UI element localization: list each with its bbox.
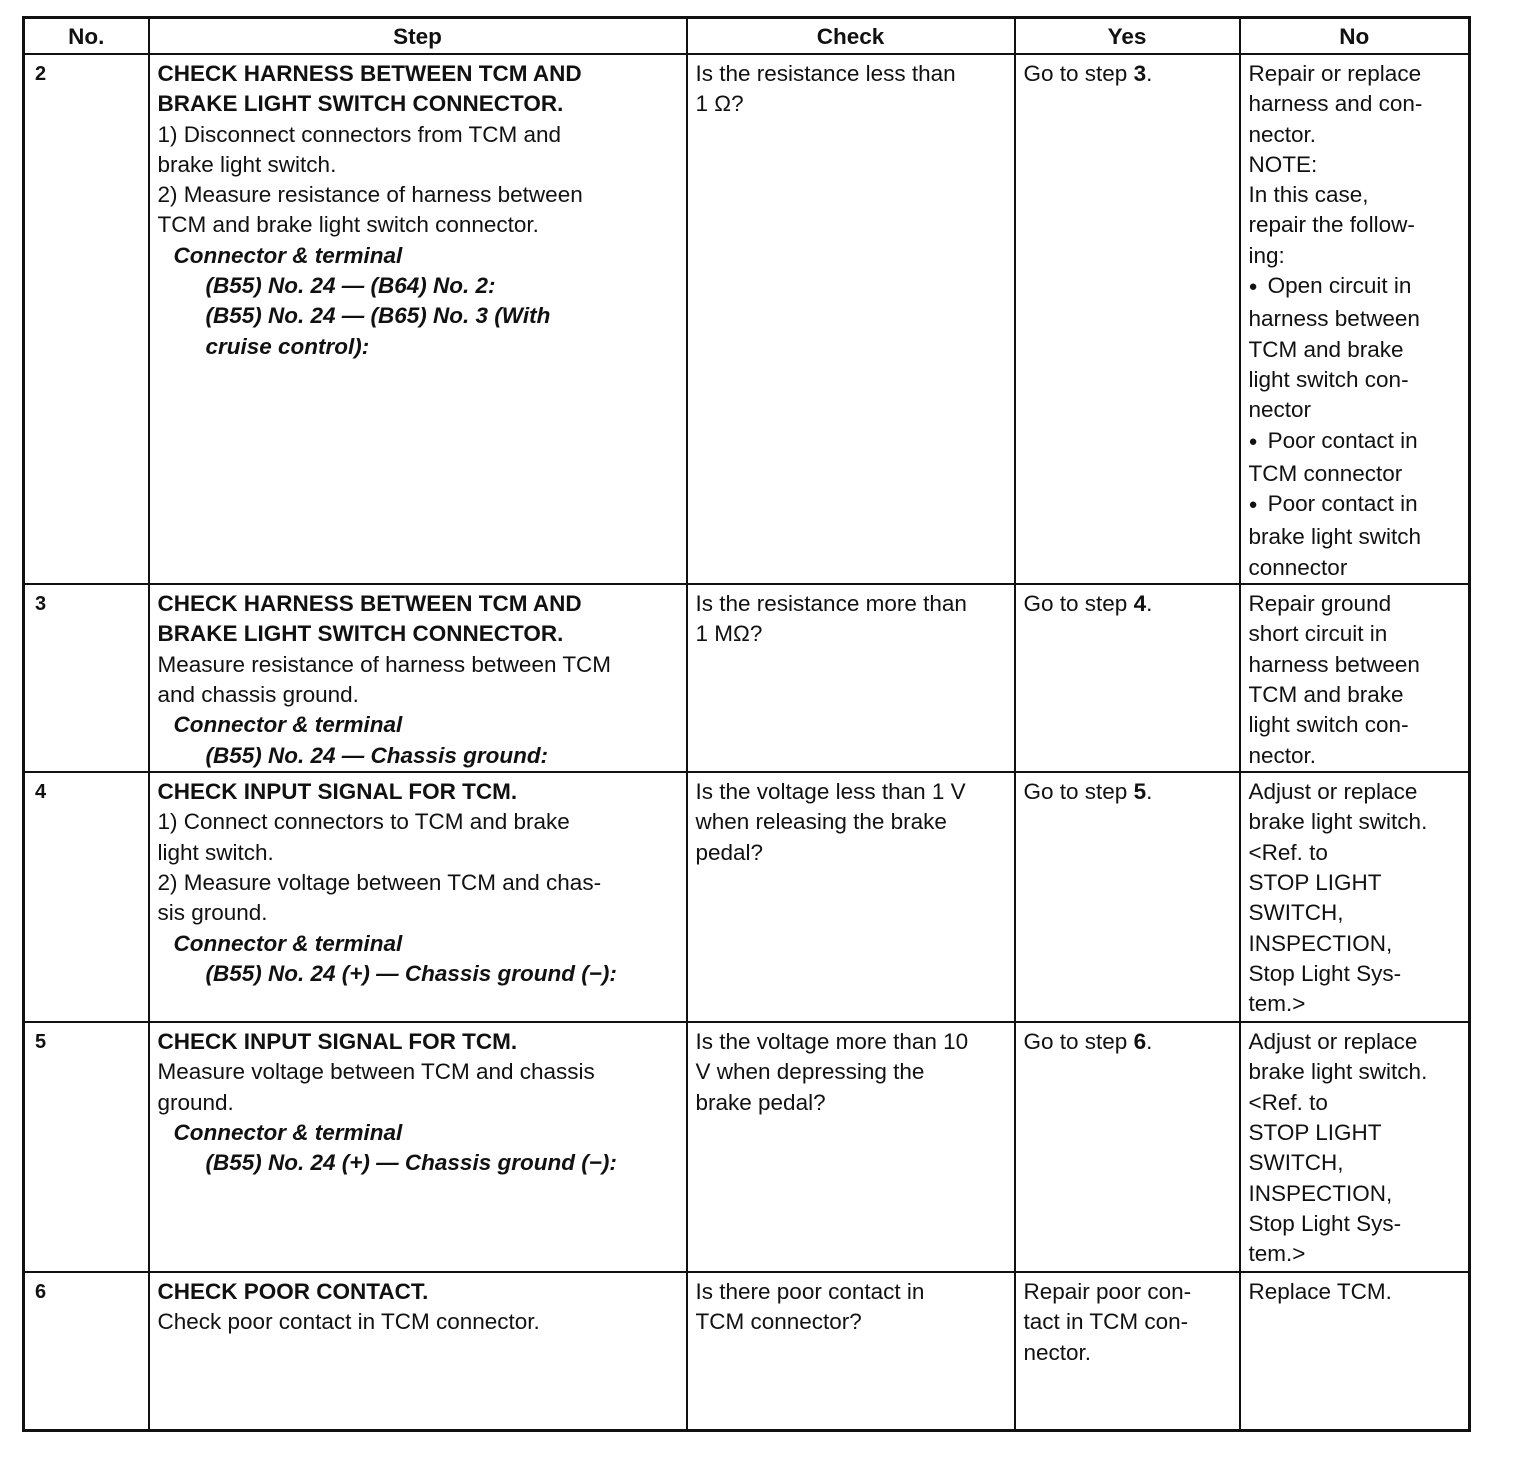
check-text: V when depressing the xyxy=(695,1059,925,1085)
no-text: tem.> xyxy=(1248,991,1306,1017)
step-cell xyxy=(149,54,687,584)
step-cell xyxy=(149,1272,687,1431)
connector-label: Connector & terminal xyxy=(173,712,403,738)
no-text: harness between xyxy=(1248,651,1420,677)
yes-suffix: . xyxy=(1146,591,1153,617)
no-text: connector xyxy=(1248,554,1348,580)
step-text: 2) Measure resistance of harness between xyxy=(157,182,583,208)
yes-cell xyxy=(1015,584,1240,772)
step-title: CHECK HARNESS BETWEEN TCM AND xyxy=(157,61,582,86)
yes-cell xyxy=(1015,54,1240,584)
step-number: 6 xyxy=(24,1272,149,1431)
no-text: <Ref. to xyxy=(1248,839,1328,865)
yes-prefix: Go to step xyxy=(1023,591,1134,617)
step-text: 2) Measure voltage between TCM and chas- xyxy=(157,869,602,895)
header-check: Check xyxy=(687,18,1015,55)
no-text: INSPECTION, xyxy=(1248,1180,1393,1206)
yes-cell xyxy=(1015,1272,1240,1431)
step-text: 1) Connect connectors to TCM and brake xyxy=(157,809,570,835)
no-text: SWITCH, xyxy=(1248,900,1344,926)
check-text: 1 Ω? xyxy=(695,91,744,117)
connector-label: Connector & terminal xyxy=(173,1119,403,1145)
step-title: CHECK INPUT SIGNAL FOR TCM. xyxy=(157,1029,518,1055)
no-cell xyxy=(1240,584,1470,772)
table-row-step-3 xyxy=(24,584,1470,772)
connector-terminal: (B55) No. 24 — (B65) No. 3 (With xyxy=(205,303,551,329)
step-title: BRAKE LIGHT SWITCH CONNECTOR. xyxy=(157,621,564,647)
step-title: BRAKE LIGHT SWITCH CONNECTOR. xyxy=(157,91,564,117)
step-number: 4 xyxy=(24,772,149,1022)
table-row-step-4 xyxy=(24,772,1470,1022)
check-cell xyxy=(687,1272,1015,1431)
header-row xyxy=(24,18,1470,55)
yes-step-number: 4 xyxy=(1133,591,1147,617)
step-text: and chassis ground. xyxy=(157,681,359,707)
step-number: 2 xyxy=(24,54,149,584)
step-text: Measure resistance of harness between TCM xyxy=(157,651,612,677)
no-text: ing: xyxy=(1248,242,1285,268)
step-text: Measure voltage between TCM and chassis xyxy=(157,1059,595,1085)
no-bullet-item: ● Open circuit in xyxy=(1249,271,1462,304)
yes-suffix: . xyxy=(1146,1029,1153,1055)
check-text: Is the resistance less than xyxy=(695,61,956,86)
check-text: pedal? xyxy=(695,839,764,865)
step-cell xyxy=(149,1022,687,1272)
yes-prefix: Go to step xyxy=(1023,61,1134,86)
no-cell xyxy=(1240,772,1470,1022)
no-text: nector xyxy=(1248,397,1312,423)
yes-cell xyxy=(1015,772,1240,1022)
yes-text: nector. xyxy=(1023,1339,1092,1365)
diagnostic-table xyxy=(22,16,1471,1432)
yes-suffix: . xyxy=(1146,61,1153,86)
page xyxy=(22,16,1468,1432)
yes-step-number: 3 xyxy=(1133,61,1147,86)
no-text: NOTE: xyxy=(1248,151,1318,177)
no-cell xyxy=(1240,1022,1470,1272)
yes-suffix: . xyxy=(1146,779,1153,805)
no-text: short circuit in xyxy=(1248,621,1388,647)
check-text: Is the resistance more than xyxy=(695,591,967,617)
no-text: <Ref. to xyxy=(1248,1089,1328,1115)
no-text: Repair or replace xyxy=(1248,61,1422,86)
check-text: Is the voltage more than 10 xyxy=(695,1029,969,1055)
no-text: tem.> xyxy=(1248,1241,1306,1267)
no-text: STOP LIGHT xyxy=(1248,869,1382,895)
yes-text: tact in TCM con- xyxy=(1023,1309,1189,1335)
header-no: No. xyxy=(24,18,149,55)
yes-step-number: 5 xyxy=(1133,779,1147,805)
connector-label: Connector & terminal xyxy=(173,930,403,956)
no-bullet-item: ● Poor contact in xyxy=(1249,489,1462,522)
step-text: light switch. xyxy=(157,839,274,865)
yes-text: Repair poor con- xyxy=(1023,1279,1192,1305)
yes-prefix: Go to step xyxy=(1023,1029,1134,1055)
check-text: brake pedal? xyxy=(695,1089,826,1115)
no-text: Adjust or replace xyxy=(1248,779,1418,805)
no-cell xyxy=(1240,1272,1470,1431)
step-text: 1) Disconnect connectors from TCM and xyxy=(157,121,561,147)
no-text: Stop Light Sys- xyxy=(1248,960,1402,986)
connector-terminal: (B55) No. 24 — (B64) No. 2: xyxy=(205,273,496,299)
no-text: TCM and brake xyxy=(1248,681,1404,707)
no-text: brake light switch. xyxy=(1248,1059,1428,1085)
check-text: Is there poor contact in xyxy=(695,1279,925,1305)
step-number: 3 xyxy=(24,584,149,772)
check-cell xyxy=(687,584,1015,772)
no-text: light switch con- xyxy=(1248,366,1409,392)
yes-cell xyxy=(1015,1022,1240,1272)
no-text: In this case, xyxy=(1248,182,1369,208)
check-cell xyxy=(687,54,1015,584)
step-text: ground. xyxy=(157,1089,234,1115)
no-text: Stop Light Sys- xyxy=(1248,1210,1402,1236)
step-title: CHECK POOR CONTACT. xyxy=(157,1279,429,1305)
step-title: CHECK INPUT SIGNAL FOR TCM. xyxy=(157,779,518,805)
no-text: TCM and brake xyxy=(1248,336,1404,362)
no-text: Repair ground xyxy=(1248,591,1392,617)
connector-terminal: (B55) No. 24 (+) — Chassis ground (−): xyxy=(205,1150,617,1176)
check-cell xyxy=(687,772,1015,1022)
no-text: STOP LIGHT xyxy=(1248,1119,1382,1145)
header-step: Step xyxy=(149,18,687,55)
step-text: brake light switch. xyxy=(157,151,337,177)
no-bullet-item: ● Poor contact in xyxy=(1249,426,1462,459)
no-text: TCM connector xyxy=(1248,460,1403,486)
yes-prefix: Go to step xyxy=(1023,779,1134,805)
no-text: SWITCH, xyxy=(1248,1150,1344,1176)
table-row-step-6 xyxy=(24,1272,1470,1431)
no-text: nector. xyxy=(1248,121,1317,147)
step-number: 5 xyxy=(24,1022,149,1272)
step-text: TCM and brake light switch connector. xyxy=(157,212,539,238)
no-text: harness between xyxy=(1248,306,1420,332)
connector-label: Connector & terminal xyxy=(173,242,403,268)
table-row-step-2 xyxy=(24,54,1470,584)
check-text: Is the voltage less than 1 V xyxy=(695,779,966,805)
no-text: nector. xyxy=(1248,742,1317,768)
no-text: brake light switch xyxy=(1248,524,1422,550)
no-text: Replace TCM. xyxy=(1248,1279,1392,1305)
connector-terminal: cruise control): xyxy=(205,333,370,359)
no-text: harness and con- xyxy=(1248,91,1423,117)
header-no-answer: No xyxy=(1240,18,1470,55)
no-text: brake light switch. xyxy=(1248,809,1428,835)
check-text: TCM connector? xyxy=(695,1309,862,1335)
check-text: when releasing the brake xyxy=(695,809,947,835)
check-text: 1 MΩ? xyxy=(695,621,763,647)
step-cell xyxy=(149,772,687,1022)
step-title: CHECK HARNESS BETWEEN TCM AND xyxy=(157,591,582,617)
no-text: light switch con- xyxy=(1248,712,1409,738)
connector-terminal: (B55) No. 24 — Chassis ground: xyxy=(205,742,549,768)
step-text: Check poor contact in TCM connector. xyxy=(157,1309,540,1335)
no-cell xyxy=(1240,54,1470,584)
check-cell xyxy=(687,1022,1015,1272)
no-text: INSPECTION, xyxy=(1248,930,1393,956)
no-text: Adjust or replace xyxy=(1248,1029,1418,1055)
connector-terminal: (B55) No. 24 (+) — Chassis ground (−): xyxy=(205,960,617,986)
header-yes: Yes xyxy=(1015,18,1240,55)
step-text: sis ground. xyxy=(157,900,268,926)
table-row-step-5 xyxy=(24,1022,1470,1272)
yes-step-number: 6 xyxy=(1133,1029,1147,1055)
no-text: repair the follow- xyxy=(1248,212,1415,238)
step-cell xyxy=(149,584,687,772)
